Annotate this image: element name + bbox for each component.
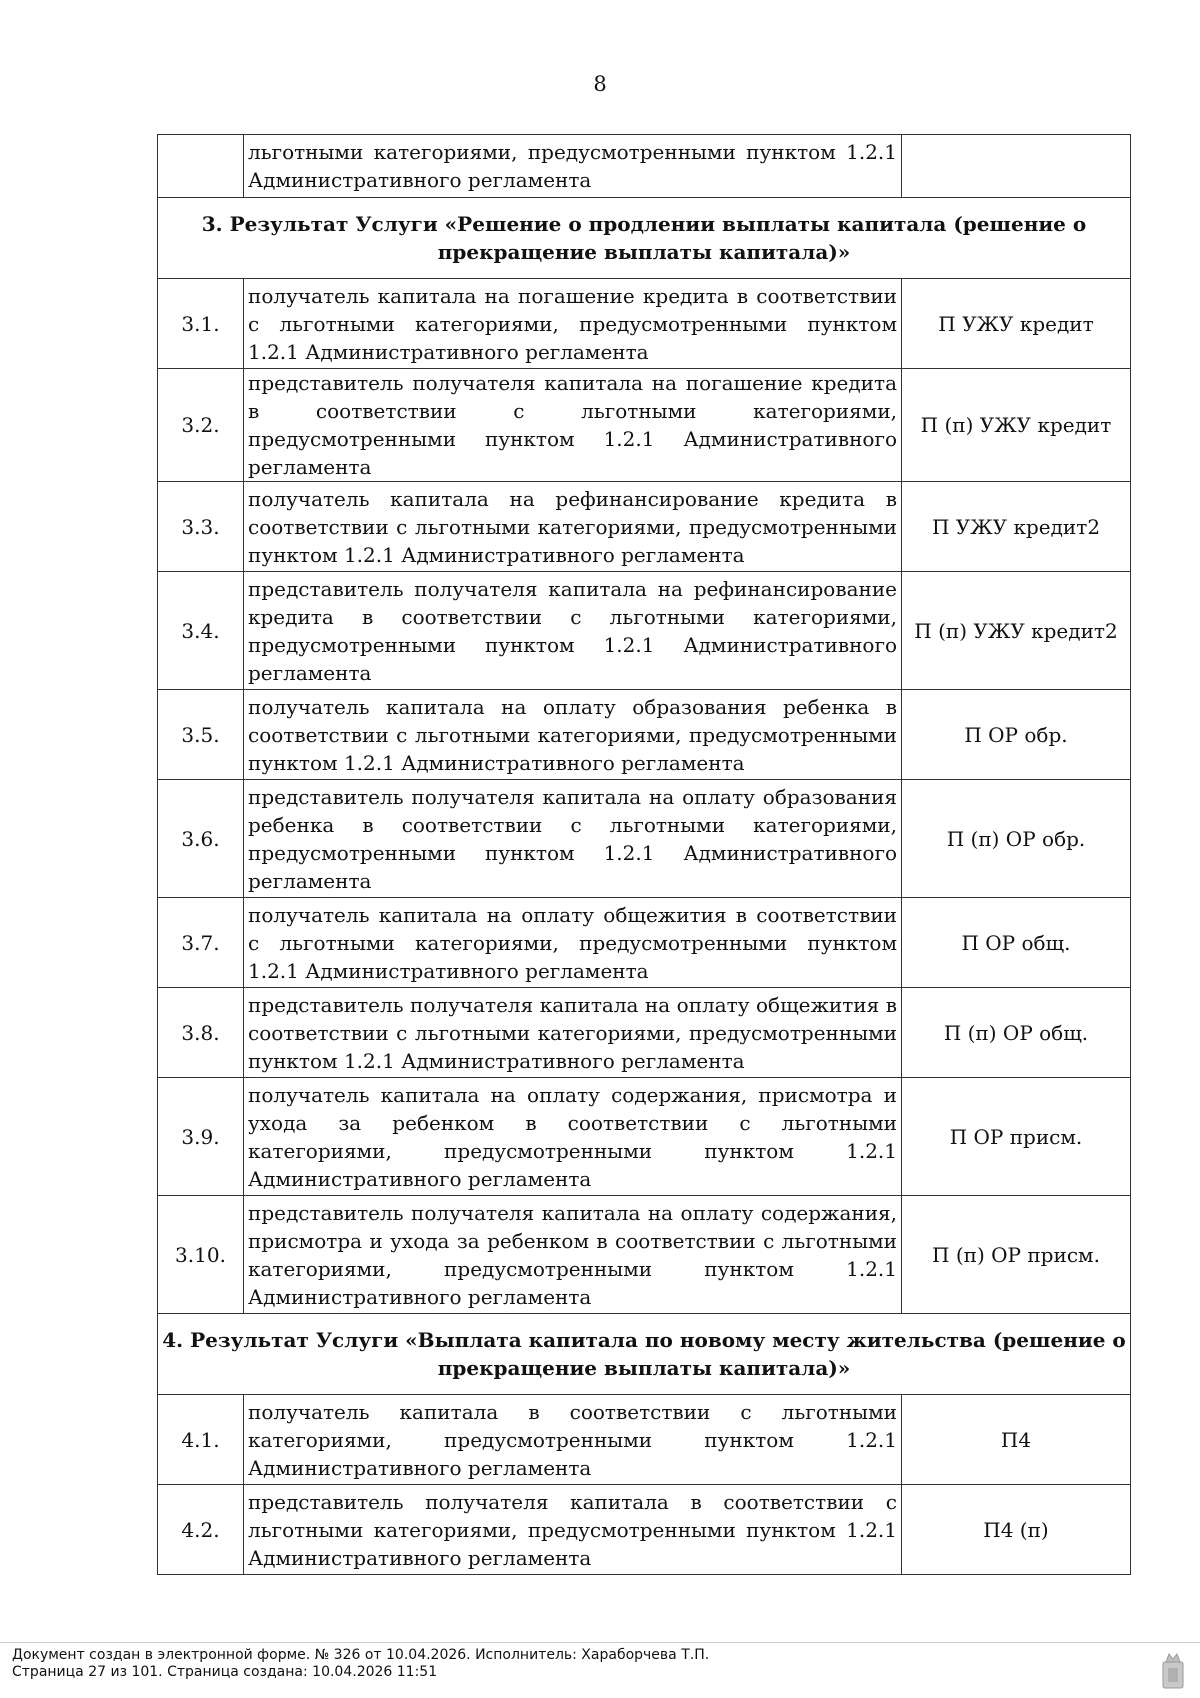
row-description: представитель получателя капитала в соответствии с льготными категориями, предусмотренными пунктом 1.2.1 Административного регламента xyxy=(244,1485,902,1575)
table-row xyxy=(158,1395,1131,1485)
row-number: 3.6. xyxy=(158,780,244,898)
row-code: П УЖУ кредит xyxy=(902,279,1131,369)
table-row xyxy=(158,482,1131,572)
page-number: 8 xyxy=(593,72,607,96)
row-code: П (п) УЖУ кредит2 xyxy=(902,572,1131,690)
row-code xyxy=(902,135,1131,198)
row-code: П (п) ОР присм. xyxy=(902,1196,1131,1314)
row-number: 3.7. xyxy=(158,898,244,988)
row-description: льготными категориями, предусмотренными пунктом 1.2.1 Административного регламента xyxy=(244,135,902,198)
row-description: получатель капитала на рефинансирование кредита в соответствии с льготными категориями, предусмотренными пунктом 1.2.1 Административного регламента xyxy=(244,482,902,572)
row-number: 3.1. xyxy=(158,279,244,369)
row-number: 3.3. xyxy=(158,482,244,572)
table-row-continued xyxy=(158,135,1131,198)
table-row xyxy=(158,690,1131,780)
document-footer xyxy=(12,1647,709,1681)
row-code: П (п) ОР общ. xyxy=(902,988,1131,1078)
row-description: получатель капитала на оплату общежития в соответствии с льготными категориями, предусмотренными пунктом 1.2.1 Административного регламента xyxy=(244,898,902,988)
footer-line-document: Документ создан в электронной форме. № 326 от 10.04.2026. Исполнитель: Хараборчева Т.П. xyxy=(12,1647,710,1663)
row-code: П ОР общ. xyxy=(902,898,1131,988)
row-number xyxy=(158,135,244,198)
table-row xyxy=(158,279,1131,369)
row-code: П4 (п) xyxy=(902,1485,1131,1575)
row-description: получатель капитала на оплату образования ребенка в соответствии с льготными категориями, предусмотренными пунктом 1.2.1 Административного регламента xyxy=(244,690,902,780)
row-description: представитель получателя капитала на рефинансирование кредита в соответствии с льготными категориями, предусмотренными пунктом 1.2.1 Административного регламента xyxy=(244,572,902,690)
table-row xyxy=(158,780,1131,898)
table-row xyxy=(158,1196,1131,1314)
row-number: 4.2. xyxy=(158,1485,244,1575)
row-number: 3.2. xyxy=(158,369,244,482)
results-table xyxy=(157,134,1131,1575)
table-row xyxy=(158,1485,1131,1575)
table-row xyxy=(158,369,1131,482)
row-code: П ОР обр. xyxy=(902,690,1131,780)
section-4-title: 4. Результат Услуги «Выплата капитала по новому месту жительства (решение о прекращение выплаты капитала)» xyxy=(158,1314,1131,1395)
row-description: представитель получателя капитала на оплату общежития в соответствии с льготными категориями, предусмотренными пунктом 1.2.1 Административного регламента xyxy=(244,988,902,1078)
row-code: П УЖУ кредит2 xyxy=(902,482,1131,572)
coat-of-arms-icon xyxy=(1160,1650,1186,1690)
row-number: 3.5. xyxy=(158,690,244,780)
table-row xyxy=(158,898,1131,988)
row-code: П (п) УЖУ кредит xyxy=(902,369,1131,482)
row-number: 3.10. xyxy=(158,1196,244,1314)
footer-line-page: Страница 27 из 101. Страница создана: 10.04.2026 11:51 xyxy=(12,1664,438,1680)
row-number: 3.4. xyxy=(158,572,244,690)
row-description: представитель получателя капитала на погашение кредита в соответствии с льготными категориями, предусмотренными пунктом 1.2.1 Административного регламента xyxy=(244,369,902,482)
section-3-header xyxy=(158,198,1131,279)
section-3-title: 3. Результат Услуги «Решение о продлении выплаты капитала (решение о прекращение выплаты капитала)» xyxy=(158,198,1131,279)
row-number: 3.8. xyxy=(158,988,244,1078)
row-description: представитель получателя капитала на оплату образования ребенка в соответствии с льготными категориями, предусмотренными пунктом 1.2.1 Административного регламента xyxy=(244,780,902,898)
row-code: П (п) ОР обр. xyxy=(902,780,1131,898)
section-4-header xyxy=(158,1314,1131,1395)
table-row xyxy=(158,1078,1131,1196)
row-description: получатель капитала на оплату содержания, присмотра и ухода за ребенком в соответствии с льготными категориями, предусмотренными пунктом 1.2.1 Административного регламента xyxy=(244,1078,902,1196)
row-description: получатель капитала на погашение кредита в соответствии с льготными категориями, предусмотренными пунктом 1.2.1 Административного регламента xyxy=(244,279,902,369)
row-number: 4.1. xyxy=(158,1395,244,1485)
row-code: П4 xyxy=(902,1395,1131,1485)
row-number: 3.9. xyxy=(158,1078,244,1196)
footer-divider xyxy=(0,1642,1200,1643)
table-row xyxy=(158,988,1131,1078)
row-description: представитель получателя капитала на оплату содержания, присмотра и ухода за ребенком в соответствии с льготными категориями, предусмотренными пунктом 1.2.1 Административного регламента xyxy=(244,1196,902,1314)
table-row xyxy=(158,572,1131,690)
row-code: П ОР присм. xyxy=(902,1078,1131,1196)
row-description: получатель капитала в соответствии с льготными категориями, предусмотренными пунктом 1.2.1 Административного регламента xyxy=(244,1395,902,1485)
